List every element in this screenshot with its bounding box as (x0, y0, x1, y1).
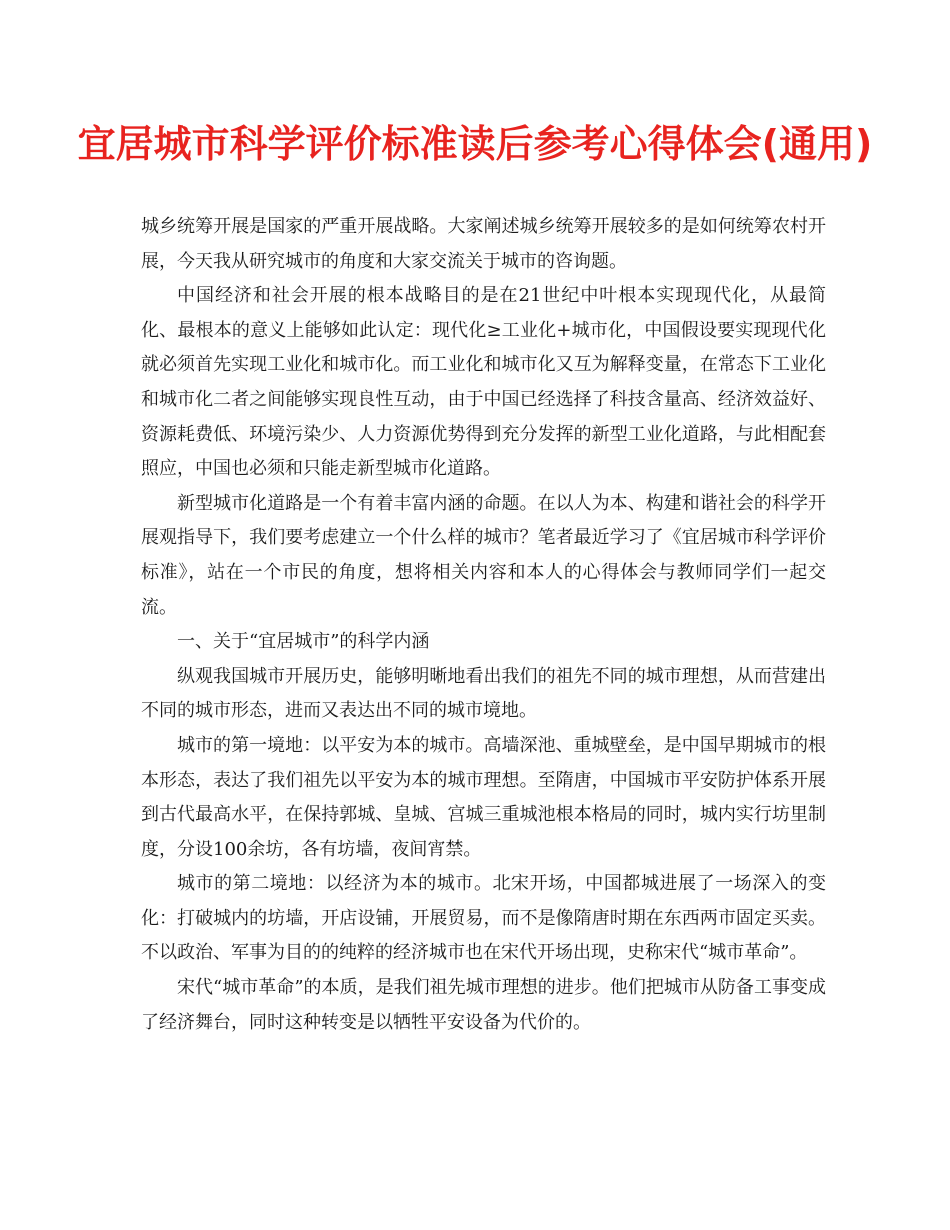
document-title: 宜居城市科学评价标准读后参考心得体会(通用) (77, 122, 873, 166)
paragraph: 城乡统筹开展是国家的严重开展战略。大家阐述城乡统筹开展较多的是如何统筹农村开展，今天我从研究城市的角度和大家交流关于城市的咨询题。 (141, 216, 826, 272)
paragraph: 宋代“城市革命”的本质，是我们祖先城市理想的进步。他们把城市从防备工事变成了经济舞台，同时这种转变是以牺牲平安设备为代价的。 (141, 977, 826, 1033)
paragraph: 中国经济和社会开展的根本战略目的是在21世纪中叶根本实现现代化，从最简化、最根本的意义上能够如此认定：现代化≥工业化+城市化，中国假设要实现现代化就必须首先实现工业化和城市化。而工业化和城市化又互为解释变量，在常态下工业化和城市化二者之间能够实现良性互动，由于中国已经选择了科技含量高、经济效益好、资源耗费低、环境污染少、人力资源优势得到充分发挥的新型工业化道路，与此相配套照应，中国也必须和只能走新型城市化道路。 (141, 285, 826, 480)
paragraph: 城市的第二境地：以经济为本的城市。北宋开场，中国都城进展了一场深入的变化：打破城内的坊墙，开店设铺，开展贸易，而不是像隋唐时期在东西两市固定买卖。不以政治、军事为目的的纯粹的经济城市也在宋代开场出现，史称宋代“城市革命”。 (141, 873, 826, 964)
document-body (141, 210, 826, 1040)
paragraph: 新型城市化道路是一个有着丰富内涵的命题。在以人为本、构建和谐社会的科学开展观指导下，我们要考虑建立一个什么样的城市？笔者最近学习了《宜居城市科学评价标准》，站在一个市民的角度，想将相关内容和本人的心得体会与教师同学们一起交流。 (141, 492, 826, 618)
paragraph: 纵观我国城市开展历史，能够明晰地看出我们的祖先不同的城市理想，从而营建出不同的城市形态，进而又表达出不同的城市境地。 (141, 665, 826, 722)
section-heading: 一、关于“宜居城市”的科学内涵 (177, 631, 430, 653)
paragraph: 城市的第一境地：以平安为本的城市。高墙深池、重城壁垒，是中国早期城市的根本形态，表达了我们祖先以平安为本的城市理想。至隋唐，中国城市平安防护体系开展到古代最高水平，在保持郭城、皇城、宫城三重城池根本格局的同时，城内实行坊里制度，分设100余坊，各有坊墙，夜间宵禁。 (141, 734, 826, 860)
